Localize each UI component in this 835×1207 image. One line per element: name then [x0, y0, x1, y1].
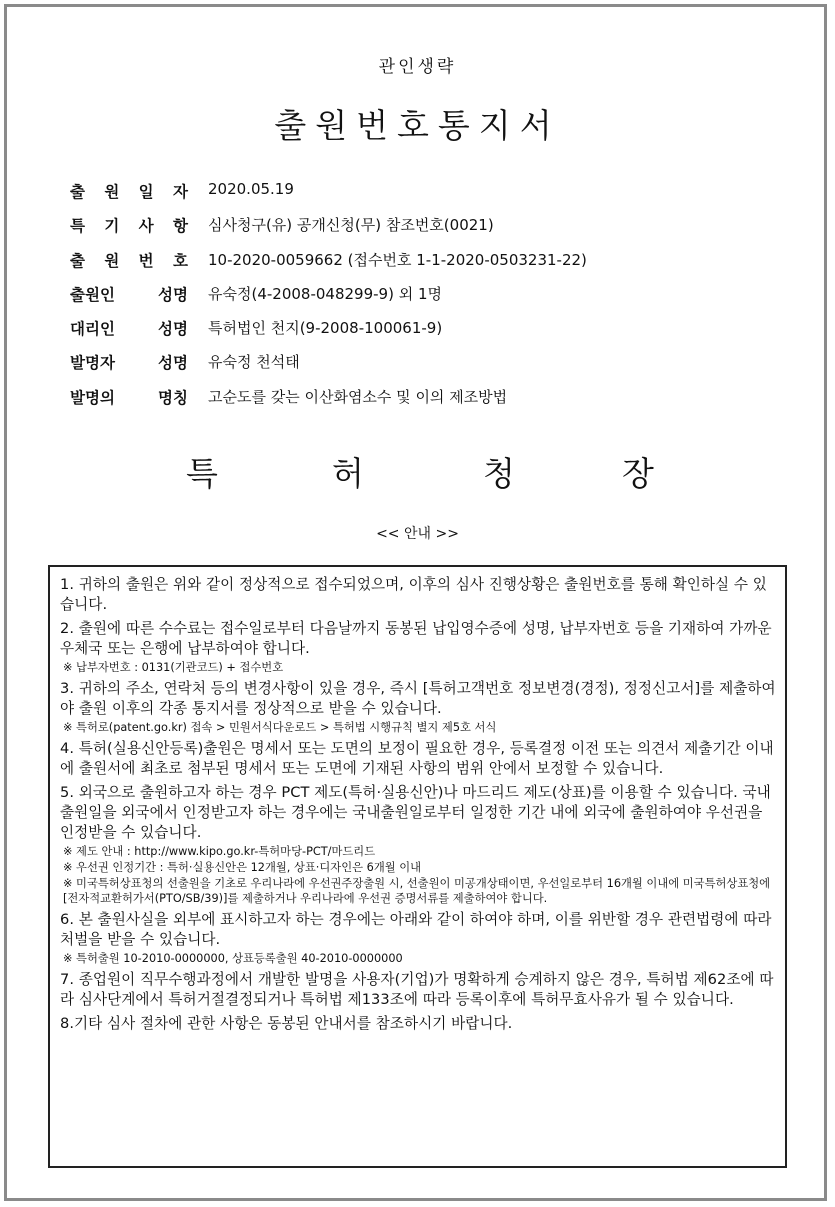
field-label — [70, 317, 188, 339]
field-label — [70, 386, 188, 408]
field-label-part: 원 — [104, 183, 120, 201]
guide-item-note: ※ 특허로(patent.go.kr) 접속 > 민원서식다운로드 > 특허법 시행규칙 별지 제5호 서식 — [63, 721, 497, 734]
field-label — [70, 180, 188, 202]
guide-item-text: 6. 본 출원사실을 외부에 표시하고자 하는 경우에는 아래와 같이 하여야 하며, 이를 위반할 경우 관련법령에 따라 처벌을 받을 수 있습니다. — [60, 911, 772, 948]
guide-heading: << 안내 >> — [376, 526, 459, 542]
document-title: 출원번호통지서 — [274, 106, 561, 145]
guide-item — [60, 739, 776, 779]
guide-item — [60, 619, 776, 675]
field-label-part: 기 — [104, 217, 120, 236]
field-label-part: 일 — [138, 183, 154, 201]
field-row — [70, 317, 790, 351]
field-label-part: 성명 — [158, 320, 188, 339]
field-label-part: 발명자 — [70, 354, 115, 373]
field-label-part: 출원인 — [70, 285, 115, 304]
guide-item — [60, 679, 776, 735]
guide-item — [60, 910, 776, 966]
issuer-title-char: 특 — [186, 454, 218, 493]
issuer-title-char: 장 — [622, 454, 654, 493]
field-label-part: 사 — [138, 217, 154, 236]
field-label-part: 대리인 — [70, 320, 115, 339]
field-label — [70, 214, 188, 236]
guide-item-text: 7. 종업원이 직무수행과정에서 개발한 발명을 사용자(기업)가 명확하게 승계하지 않은 경우, 특허법 제62조에 따라 심사단계에서 특허거절결정되거나 특허법 제133조에 따라 등록이후에 특허무효사유가 될 수 있습니다. — [60, 971, 774, 1008]
field-label-part: 항 — [172, 217, 188, 236]
field-value: 유숙정 천석태 — [208, 353, 300, 372]
guide-item — [60, 1014, 776, 1034]
guide-item-text: 3. 귀하의 주소, 연락처 등의 변경사항이 있을 경우, 즉시 [특허고객번호 정보변경(경정), 정정신고서]를 제출하여야 출원 이후의 각종 통지서를 정상적으로 받을 수 있습니다. — [60, 680, 776, 717]
guide-item-note: ※ 우선권 인정기간 : 특허·실용신안은 12개월, 상표·디자인은 6개월 이내 — [63, 861, 422, 874]
field-value: 유숙정(4-2008-048299-9) 외 1명 — [208, 284, 442, 303]
field-label-part: 자 — [172, 183, 188, 201]
guide-item-note: ※ 미국특허상표청의 선출원을 기초로 우리나라에 우선권주장출원 시, 선출원이 미공개상태이면, 우선일로부터 16개월 이내에 미국특허상표청에 [전자적교환허가서(PTO/SB/39)]를 제출하거나 우리나라에 우선권 증명서류를 제출하여야 합니다. — [63, 877, 771, 905]
guide-item-text: 4. 특허(실용신안등록)출원은 명세서 또는 도면의 보정이 필요한 경우, 등록결정 이전 또는 의견서 제출기간 이내에 출원서에 최초로 첨부된 명세서 또는 도면에 기재된 사항의 범위 안에서 보정할 수 있습니다. — [60, 740, 774, 777]
seal-omitted-notice: 관인생략 — [378, 57, 457, 77]
guide-item-text: 1. 귀하의 출원은 위와 같이 정상적으로 접수되었으며, 이후의 심사 진행상황은 출원번호를 통해 확인하실 수 있습니다. — [60, 576, 767, 613]
field-label-part: 호 — [172, 251, 188, 270]
field-row — [70, 180, 790, 214]
guide-item — [60, 783, 776, 906]
field-label-part: 번 — [138, 251, 154, 270]
issuer-title — [186, 448, 656, 492]
field-value: 2020.05.19 — [208, 180, 294, 198]
guide-item-note: ※ 납부자번호 : 0131(기관코드) + 접수번호 — [63, 661, 284, 674]
field-label — [70, 249, 188, 271]
field-row — [70, 283, 790, 317]
guide-item-text: 2. 출원에 따른 수수료는 접수일로부터 다음날까지 동봉된 납입영수증에 성명, 납부자번호 등을 기재하여 가까운 우체국 또는 은행에 납부하여야 합니다. — [60, 620, 772, 657]
field-label-part: 특 — [70, 217, 85, 236]
guide-item-note: ※ 특허출원 10-2010-0000000, 상표등록출원 40-2010-0000000 — [63, 952, 403, 965]
field-label-part: 발명의 — [70, 388, 115, 407]
field-label-part: 출 — [70, 183, 85, 201]
issuer-title-char: 허 — [332, 454, 364, 493]
guide-item-text: 8.기타 심사 절차에 관한 사항은 동봉된 안내서를 참조하시기 바랍니다. — [60, 1015, 513, 1032]
application-fields — [70, 180, 790, 420]
field-row — [70, 386, 790, 420]
field-label-part: 성명 — [158, 354, 188, 373]
field-row — [70, 249, 790, 283]
guide-item-text: 5. 외국으로 출원하고자 하는 경우 PCT 제도(특허·실용신안)나 마드리드 제도(상표)를 이용할 수 있습니다. 국내출원일을 외국에서 인정받고자 하는 경우에는 국내출원일로부터 일정한 기간 내에 외국에 출원하여야 우선권을 인정받을 수 있습니다. — [60, 784, 771, 841]
field-label — [70, 351, 188, 373]
issuer-title-char: 청 — [483, 454, 515, 493]
field-label-part: 출 — [70, 251, 85, 270]
field-value: 심사청구(유) 공개신청(무) 참조번호(0021) — [208, 216, 494, 235]
guide-item-note: ※ 제도 안내 : http://www.kipo.go.kr-특허마당-PCT/마드리드 — [63, 845, 376, 858]
guide-box — [48, 565, 787, 1168]
field-row — [70, 351, 790, 385]
field-value: 고순도를 갖는 이산화염소수 및 이의 제조방법 — [208, 387, 508, 406]
field-label-part: 성명 — [158, 285, 188, 304]
guide-item — [60, 970, 776, 1010]
guide-item — [60, 575, 776, 615]
field-label-part: 명칭 — [158, 388, 188, 407]
field-row — [70, 214, 790, 248]
field-label-part: 원 — [104, 251, 120, 270]
field-value: 10-2020-0059662 (접수번호 1-1-2020-0503231-22) — [208, 250, 587, 269]
field-label — [70, 283, 188, 305]
field-value: 특허법인 천지(9-2008-100061-9) — [208, 319, 443, 338]
